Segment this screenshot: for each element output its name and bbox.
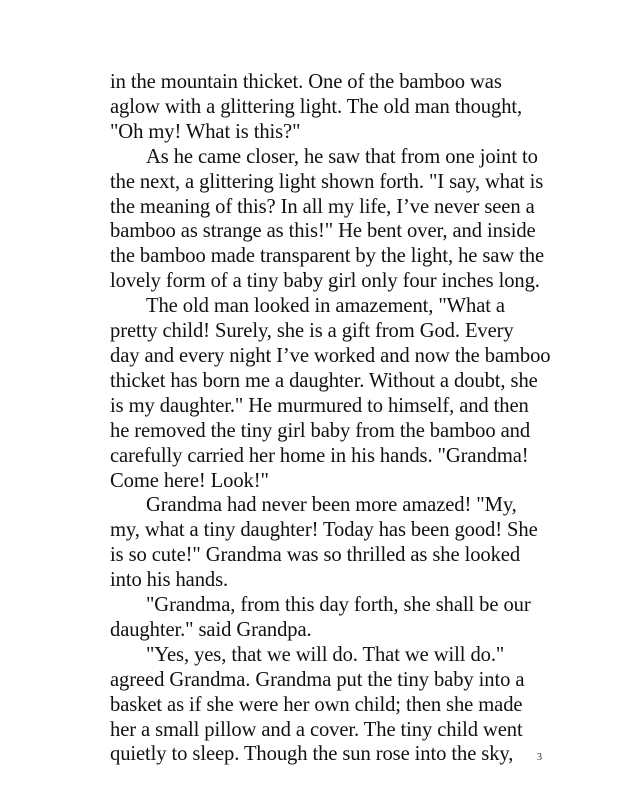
text-line: daughter." said Grandpa. — [110, 618, 312, 641]
text-line: The old man looked in amazement, "What a — [146, 295, 505, 318]
text-line: day and every night I’ve worked and now the bamboo — [110, 344, 551, 367]
text-line: thicket has born me a daughter. Without a doubt, she — [110, 369, 538, 392]
text-line: in the mountain thicket. One of the bamboo was — [110, 71, 502, 93]
text-line: the next, a glittering light shown forth. "I say, what is — [110, 170, 544, 193]
text-line: Come here! Look!" — [110, 469, 269, 492]
text-line: bamboo as strange as this!" He bent over, and inside — [110, 220, 536, 243]
text-line: into his hands. — [110, 569, 229, 592]
text-line: agreed Grandma. Grandma put the tiny baby into a — [110, 668, 525, 691]
text-line: my, what a tiny daughter! Today has been good! She — [110, 519, 538, 542]
text-line: the bamboo made transparent by the light, he saw the — [110, 245, 545, 268]
text-line: carefully carried her home in his hands. "Grandma! — [110, 444, 529, 467]
text-line: basket as if she were her own child; then she made — [110, 693, 523, 716]
text-line: pretty child! Surely, she is a gift from God. Every — [110, 320, 514, 343]
text-line: "Oh my! What is this?" — [110, 120, 301, 143]
text-line: "Yes, yes, that we will do. That we will do." — [146, 643, 505, 666]
text-line: lovely form of a tiny baby girl only four inches long. — [110, 270, 540, 293]
text-line: aglow with a glittering light. The old man thought, — [110, 95, 523, 118]
text-line: her a small pillow and a cover. The tiny child went — [110, 718, 523, 741]
text-line: "Grandma, from this day forth, she shall be our — [146, 594, 531, 617]
text-line: Grandma had never been more amazed! "My, — [146, 494, 517, 517]
text-line: quietly to sleep. Though the sun rose into the sky, — [110, 743, 514, 766]
text-line: As he came closer, he saw that from one joint to — [146, 145, 538, 168]
text-line: he removed the tiny girl baby from the bamboo and — [110, 419, 531, 442]
page-number: 3 — [537, 752, 542, 763]
text-line: is my daughter." He murmured to himself, and then — [110, 394, 529, 417]
text-line: the meaning of this? In all my life, I’ve never seen a — [110, 195, 535, 218]
text-line: is so cute!" Grandma was so thrilled as she looked — [110, 544, 521, 567]
story-text — [110, 70, 551, 767]
